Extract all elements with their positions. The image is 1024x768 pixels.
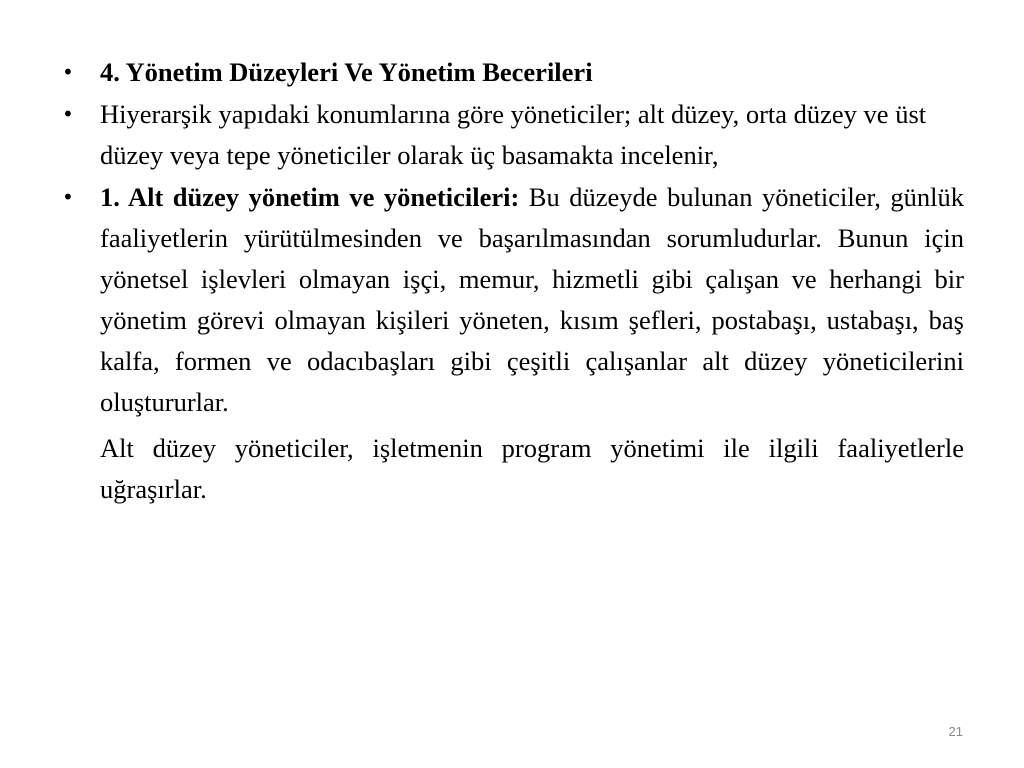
bullet-icon: • <box>62 185 74 209</box>
bullet-item-lower-level <box>62 177 964 423</box>
bullet-icon: • <box>62 60 74 84</box>
hierarchy-text: Hiyerarşik yapıdaki konumlarına göre yöneticiler; alt düzey, orta düzey ve üst düzey veya tepe yöneticiler olarak üç basamakta incelenir, <box>100 99 927 170</box>
lower-level-paragraph: Alt düzey yöneticiler, işletmenin program yönetimi ile ilgili faaliyetlerle uğraşırlar. <box>100 433 964 504</box>
slide-content <box>62 52 964 510</box>
lower-level-text: Bu düzeyde bulunan yöneticiler, günlük faaliyetlerin yürütülmesinden ve başarılmasından sorumludurlar. Bunun için yönetsel işlevleri olmayan işçi, memur, hizmetli gibi çalışan ve herhangi bir yönetim görevi olmayan kişileri yöneten, kısım şefleri, postabaşı, ustabaşı, baş kalfa, formen ve odacıbaşları gibi çeşitli çalışanlar alt düzey yöneticilerini oluştururlar. <box>100 182 964 417</box>
bullet-item-hierarchy <box>62 94 964 176</box>
section-heading: 4. Yönetim Düzeyleri Ve Yönetim Becerileri <box>100 57 593 87</box>
lower-level-heading: 1. Alt düzey yönetim ve yöneticileri: <box>100 182 520 212</box>
bullet-icon: • <box>62 102 74 126</box>
bullet-item-heading <box>62 52 964 93</box>
page-number: 21 <box>948 724 963 739</box>
